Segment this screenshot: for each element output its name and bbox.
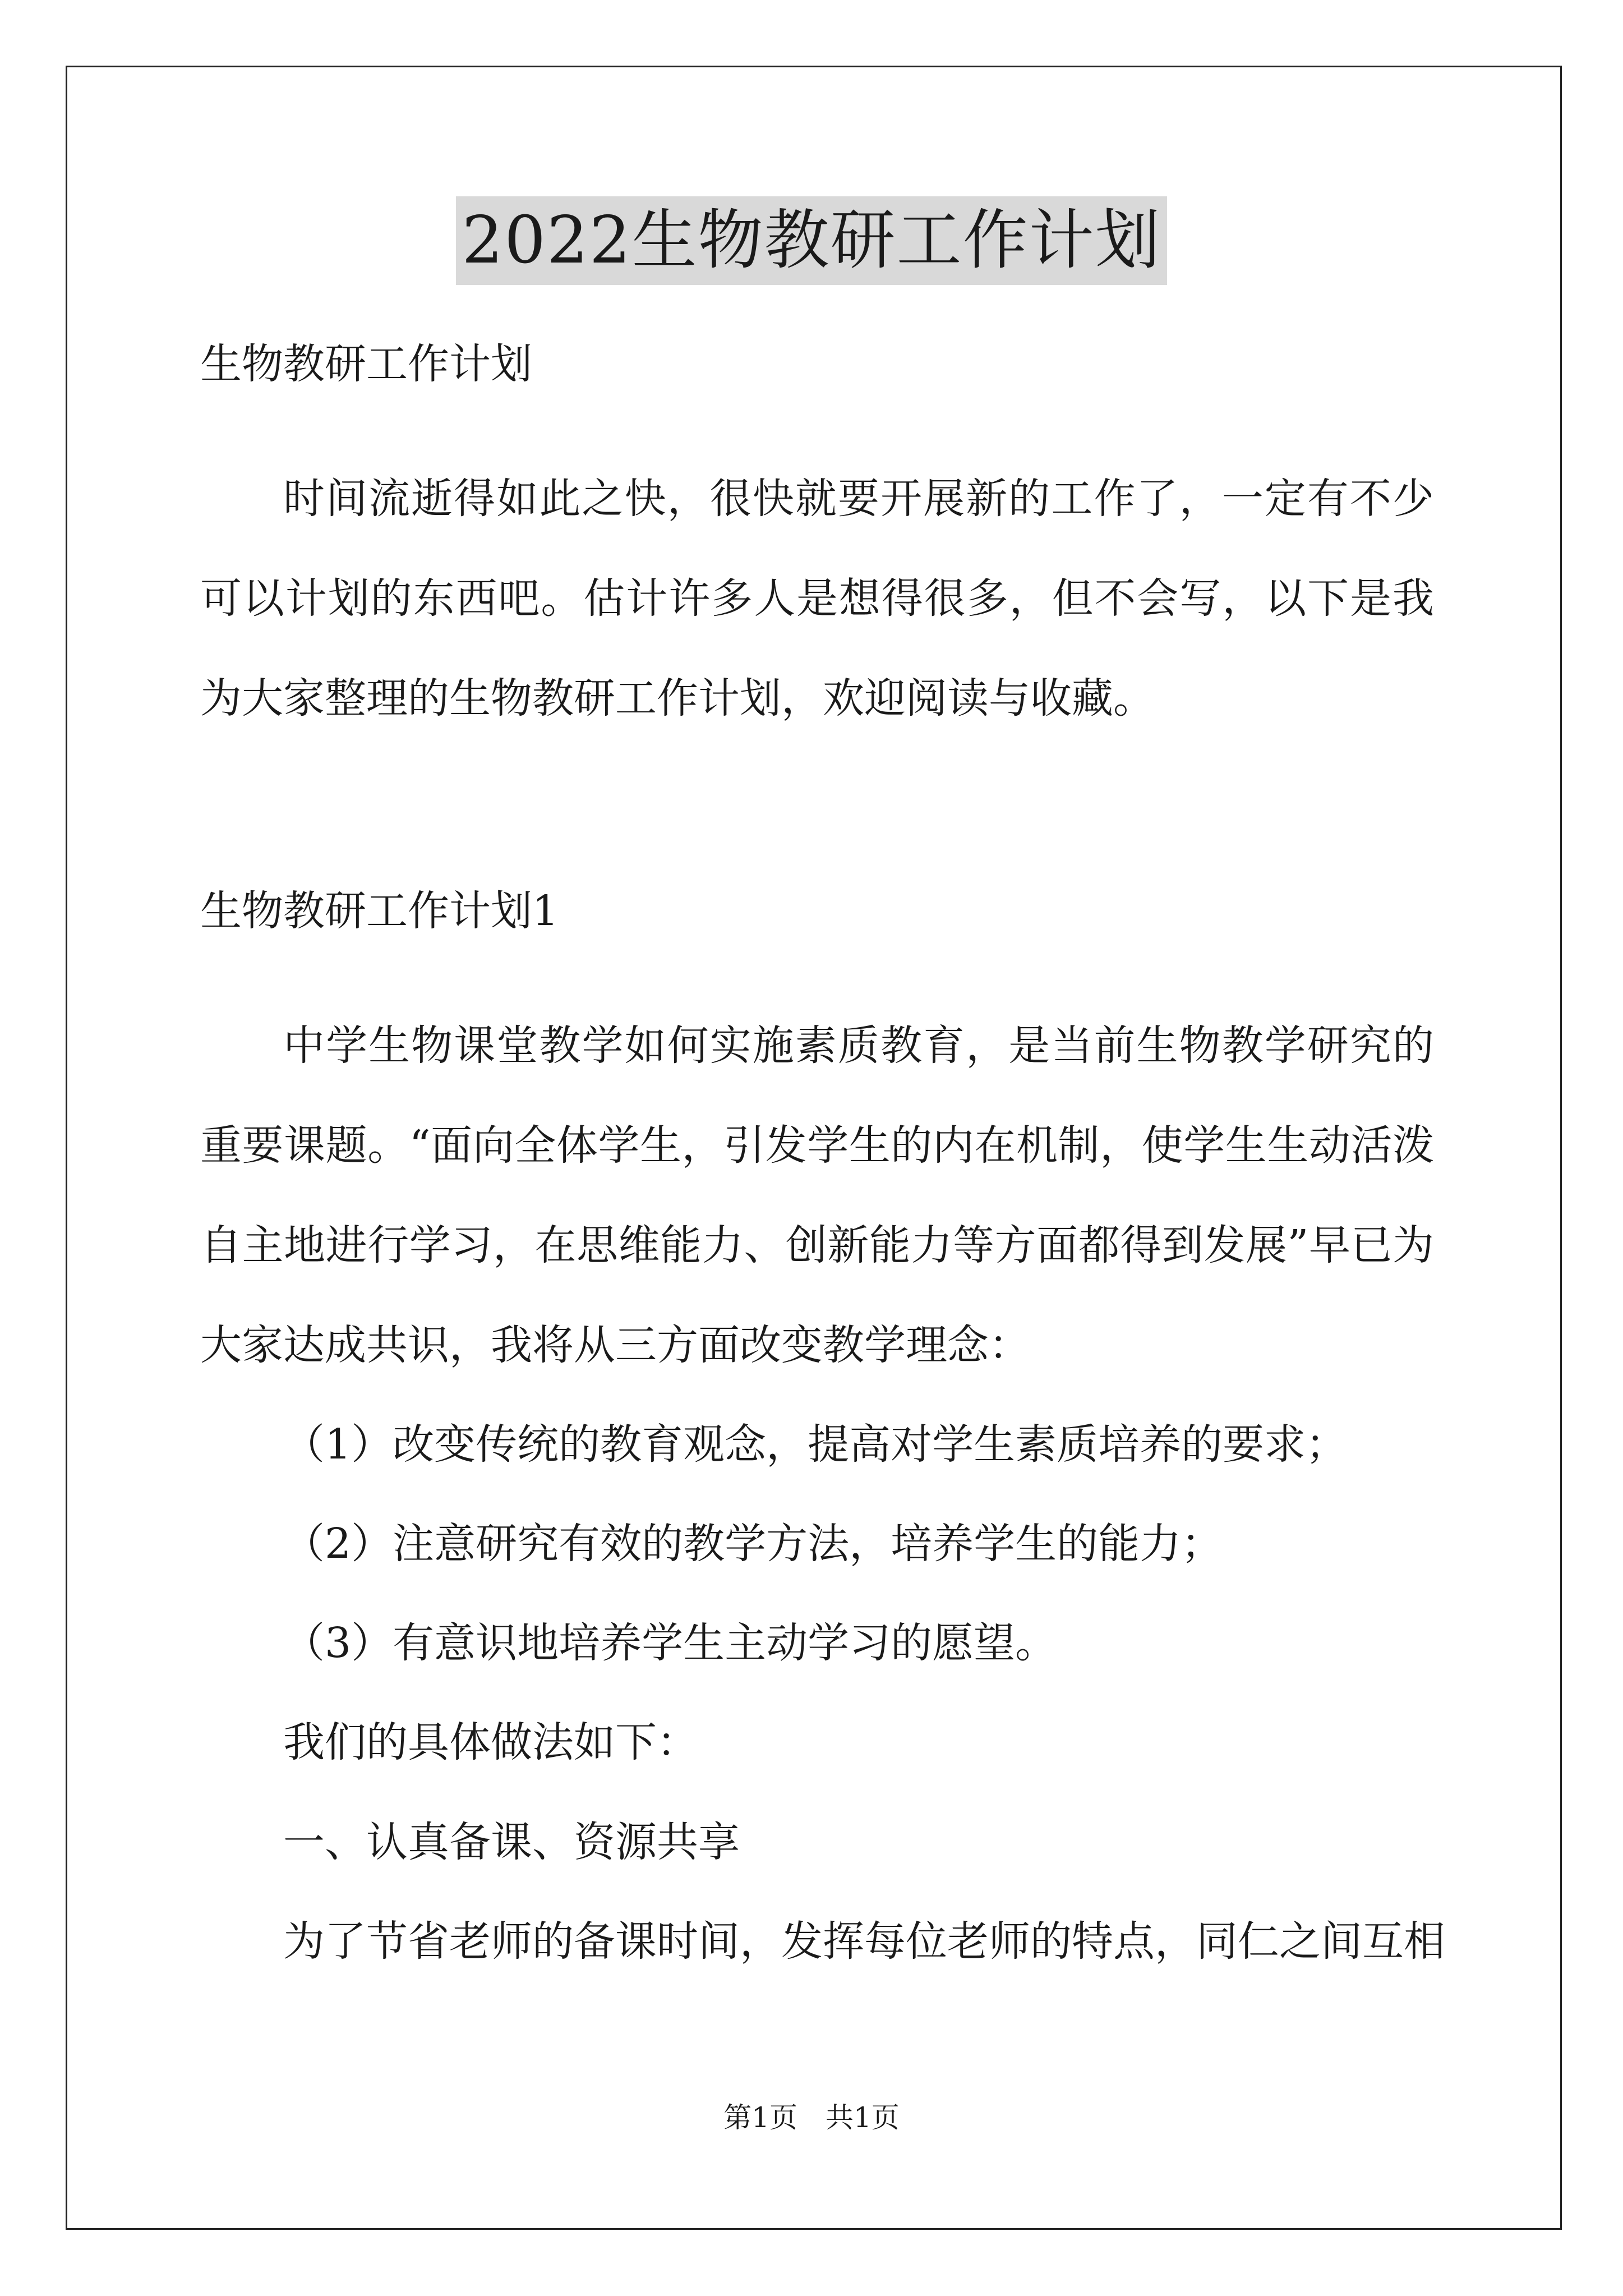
subheading: 一、认真备课、资源共享 — [283, 1818, 740, 1866]
section-paragraph: 中学生物课堂教学如何实施素质教育，是当前生物教学研究的重要课题。“面向全体学生，引发学生的内在机制，使学生生动活泼自主地进行学习，在思维能力、创新能力等方面都得到发展”早已为大家达成共识，我将从三方面改变教学理念： — [200, 1022, 1434, 1369]
section-heading: 生物教研工作计划1 — [200, 887, 559, 935]
document-title: 2022生物教研工作计划 — [456, 196, 1166, 285]
list-item-1: （1）改变传统的教育观念，提高对学生素质培养的要求； — [283, 1420, 1348, 1469]
page-number: 第1页 共1页 — [723, 2101, 900, 2134]
list-item-3: （3）有意识地培养学生主动学习的愿望。 — [283, 1619, 1057, 1667]
last-paragraph: 为了节省老师的备课时间，发挥每位老师的特点，同仁之间互相 — [283, 1917, 1445, 1966]
subtitle: 生物教研工作计划 — [200, 340, 532, 388]
list-item-2: （2）注意研究有效的教学方法，培养学生的能力； — [283, 1520, 1223, 1568]
title-container — [0, 196, 1623, 285]
method-intro: 我们的具体做法如下： — [283, 1718, 698, 1766]
intro-paragraph: 时间流逝得如此之快，很快就要开展新的工作了，一定有不少可以计划的东西吧。估计许多人是想得很多，但不会写，以下是我为大家整理的生物教研工作计划，欢迎阅读与收藏。 — [200, 475, 1434, 723]
